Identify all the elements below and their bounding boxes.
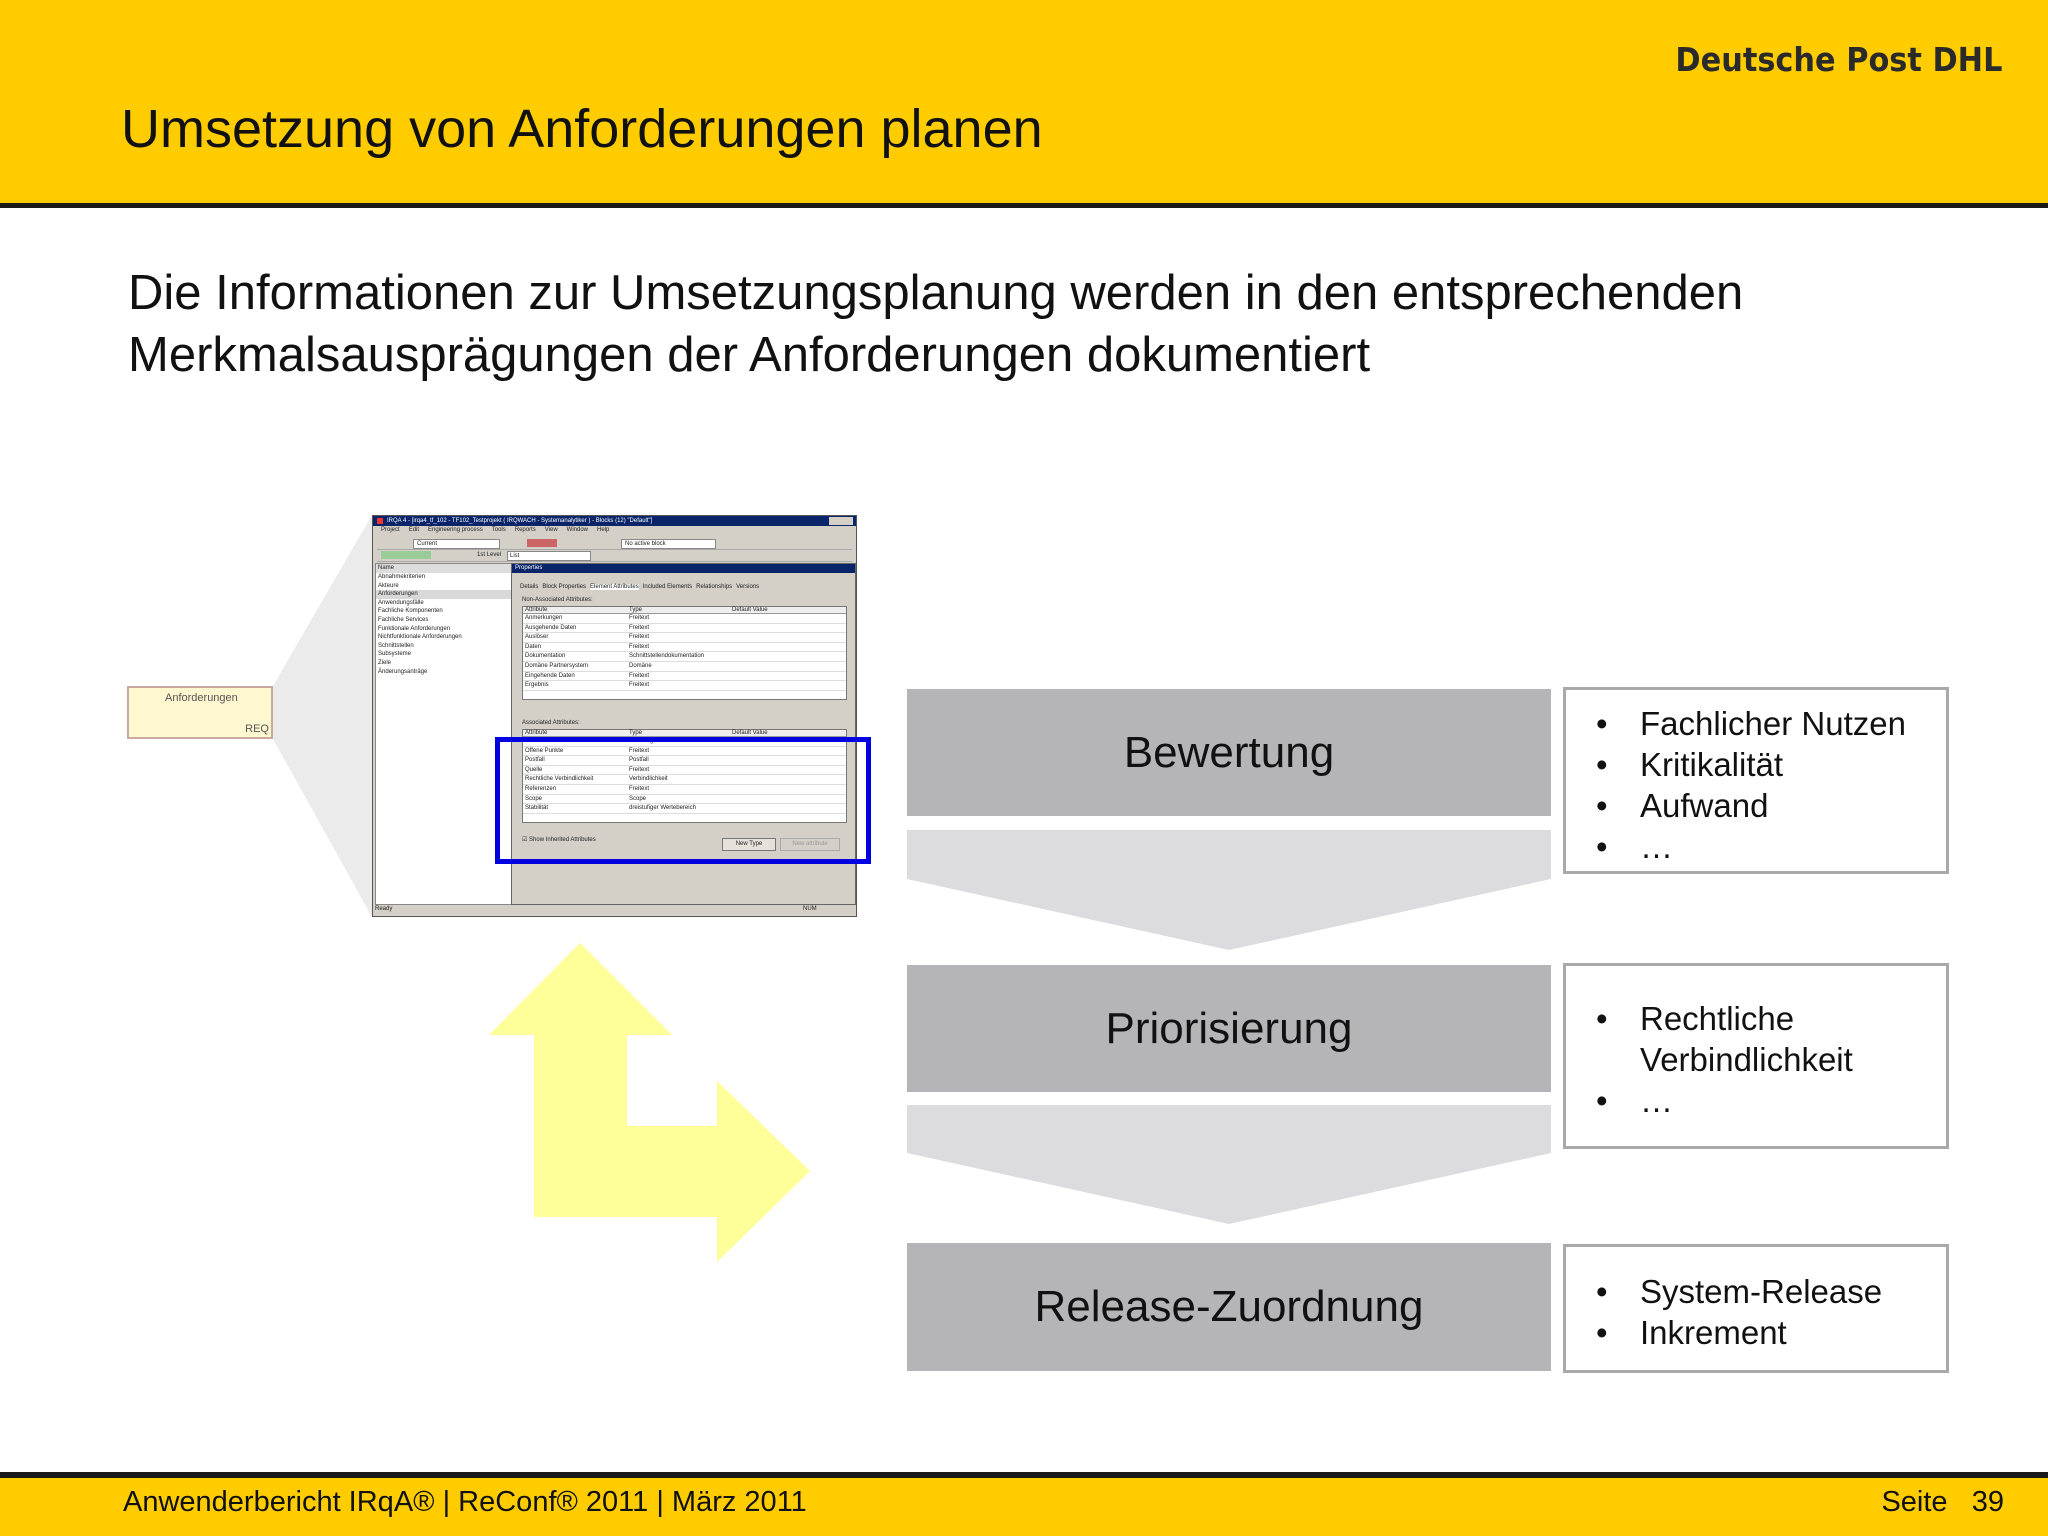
menu-window[interactable]: Window [566,527,589,533]
cell-attribute: Domäne Partnersystem [525,662,589,669]
cell-attribute: Ergebnis [525,682,549,689]
page-number [1881,1486,2004,1519]
cell-type: Freitext [629,766,650,773]
cell-attribute: Eingehende Daten [525,672,575,679]
col-attribute: Attribute [525,730,548,736]
intro-line-2: Merkmalsausprägungen der Anforderungen dokumentiert [128,328,1371,382]
tree-item[interactable]: Subsysteme [378,651,412,658]
show-inherited-label: Show Inherited Attributes [529,837,596,843]
tree-item[interactable]: Fachliche Komponenten [378,608,443,615]
tree-item[interactable]: Anforderungen [376,590,512,599]
cell-type: Schnittstellendokumentation [629,653,705,660]
cell-attribute: Rechtliche Verbindlichkeit [525,776,594,783]
table-row[interactable] [523,624,846,634]
app-icon [377,518,383,524]
stage-release [907,1243,1551,1371]
bullet: • Fachlicher Nutzen [1566,703,1946,744]
page-title: Umsetzung von Anforderungen planen [121,99,1043,159]
menu-reports[interactable]: Reports [514,527,536,533]
page-label: Seite [1881,1486,1948,1518]
stage-release-label: Release-Zuordnung [1034,1282,1424,1331]
info-box-priorisierung [1563,963,1949,1149]
list-select[interactable]: List [507,551,591,561]
table-row[interactable] [523,652,846,662]
non-associated-table [522,606,847,700]
stage-priorisierung [907,965,1551,1092]
cell-type: Freitext [629,747,650,754]
current-select[interactable]: Current [413,539,500,549]
tab-block-properties[interactable]: Block Properties [542,584,587,590]
tree-item[interactable]: Schnittstellen [378,642,414,649]
tab-included-elements[interactable]: Included Elements [642,584,693,590]
toolbar-1 [377,538,852,550]
tree-header: Name [376,564,512,573]
show-inherited-checkbox[interactable]: ☑ Show Inherited Attributes [522,837,596,843]
bullet: • Aufwand [1566,785,1946,826]
cell-attribute: Ausgehende Daten [525,624,577,631]
menu-engineering[interactable]: Engineering process [428,527,483,533]
col-attribute: Attribute [525,607,548,613]
tab-relationships[interactable]: Relationships [696,584,733,590]
cell-type: Freitext [629,624,650,631]
element-box-tag: REQ [245,723,269,735]
col-type: Type [629,607,643,613]
bullet: • Kritikalität [1566,744,1946,785]
toolbar-2 [377,550,852,562]
yellow-bent-arrow [489,943,810,1262]
bullet: • Inkrement [1566,1312,1946,1353]
assoc-header [523,730,846,737]
cell-type: Freitext [629,682,650,689]
tree-item[interactable]: Akteure [378,582,399,589]
associated-attributes-highlight [495,737,871,864]
page-number-value: 39 [1971,1486,2004,1518]
tree-item[interactable]: Anwendungsfälle [378,599,424,606]
new-type-button[interactable]: New Type [722,838,776,851]
level-label: 1st Level [477,552,502,558]
tree-item[interactable]: Funktionale Anforderungen [378,625,451,632]
cell-attribute: Offene Punkte [525,747,564,754]
cell-type: Freitext [629,672,650,679]
status-num: NUM [803,906,817,912]
tab-details[interactable]: Details [520,584,539,590]
cell-type: Scope [629,795,647,802]
cell-type: Freitext [629,634,650,641]
cell-attribute: Scope [525,795,543,802]
cell-type: dreistufiger Wertebereich [629,738,696,744]
tree-item[interactable]: Abnahmekriterien [378,574,426,580]
new-attribute-button[interactable]: New attribute [780,838,840,851]
info-box-bewertung [1563,687,1949,874]
cell-type: Freitext [629,615,650,621]
menu-project[interactable]: Project [381,527,400,533]
stage-bewertung-label: Bewertung [1123,727,1335,777]
info-box-release [1563,1244,1949,1373]
associated-label: Associated Attributes: [522,720,580,726]
table-row[interactable] [523,681,846,691]
intro-line-1: Die Informationen zur Umsetzungsplanung werden in den entsprechenden [128,266,1744,320]
menu-bar [381,527,609,533]
toolbar-icons-2[interactable] [381,551,431,559]
toolbar-icons[interactable] [527,539,557,547]
bullet: • … [1566,1080,1946,1121]
cell-attribute: Daten [525,643,542,650]
brand-logo: Deutsche Post DHL [1675,40,2002,79]
menu-view[interactable]: View [544,527,558,533]
cell-type: Domäne [629,662,652,669]
callout-wedge [273,515,372,917]
bullet: • … [1566,826,1946,867]
window-controls[interactable] [829,517,853,525]
requirement-element-box [127,686,273,739]
active-block-select[interactable]: No active block [621,539,716,549]
tree-item[interactable]: Nichtfunktionale Anforderungen [378,634,462,641]
table-row[interactable] [523,672,846,682]
cell-attribute: Anmerkungen [525,615,563,621]
col-default: Default Value [732,607,768,613]
table-row[interactable] [523,614,846,624]
stage-priorisierung-label: Priorisierung [1105,1003,1353,1053]
cell-attribute: Dokumentation [525,653,566,660]
footer-text: Anwenderbericht IRqA® | ReConf® 2011 | März 2011 [123,1486,807,1518]
cell-attribute: Stabilität [525,805,549,812]
cell-attribute: Kritikalität [525,738,552,744]
bullet: • System-Release [1566,1271,1946,1312]
menu-edit[interactable]: Edit [408,527,420,533]
cell-attribute: Postfall [525,757,545,764]
cell-type: Freitext [629,643,650,650]
chevron-2 [907,1105,1551,1224]
stage-bewertung [907,689,1551,816]
tree-panel [375,563,513,905]
properties-tabs [520,584,759,590]
window-title-bar: IRQA 4 - [irqa4_tf_102 - TF102_Testprojekt ( IRQWACH - Systemanalytiker ) - Blocks (12) "Default"] [373,516,856,526]
tree-item[interactable]: Änderungsanträge [378,668,428,675]
status-ready: Ready [375,906,393,912]
cell-attribute: Referenzen [525,785,557,792]
tab-versions[interactable]: Versions [736,584,760,590]
cell-attribute: Quelle [525,766,543,773]
table-row[interactable] [523,662,846,672]
properties-title: Properties [512,564,855,573]
col-default: Default Value [732,730,768,736]
element-box-label: Anforderungen [165,692,238,704]
tree-item[interactable]: Fachliche Services [378,616,429,623]
table-row[interactable] [523,643,846,653]
cell-type: Freitext [629,785,650,792]
tree-item[interactable]: Ziele [378,659,392,666]
cell-type: Verbindlichkeit [629,776,668,783]
menu-help[interactable]: Help [597,527,610,533]
cell-type: Postfall [629,757,649,764]
cell-type: dreistufiger Wertebereich [629,805,696,812]
menu-tools[interactable]: Tools [491,527,506,533]
table-row[interactable] [523,633,846,643]
cell-attribute: Auslöser [525,634,549,641]
tab-element-attributes[interactable]: Element Attributes [590,584,639,590]
col-type: Type [629,730,643,736]
bullet: • Rechtliche Verbindlichkeit [1566,998,1870,1080]
chevron-1 [907,830,1551,950]
non-assoc-header [523,607,846,614]
non-associated-label: Non-Associated Attributes: [522,597,593,603]
